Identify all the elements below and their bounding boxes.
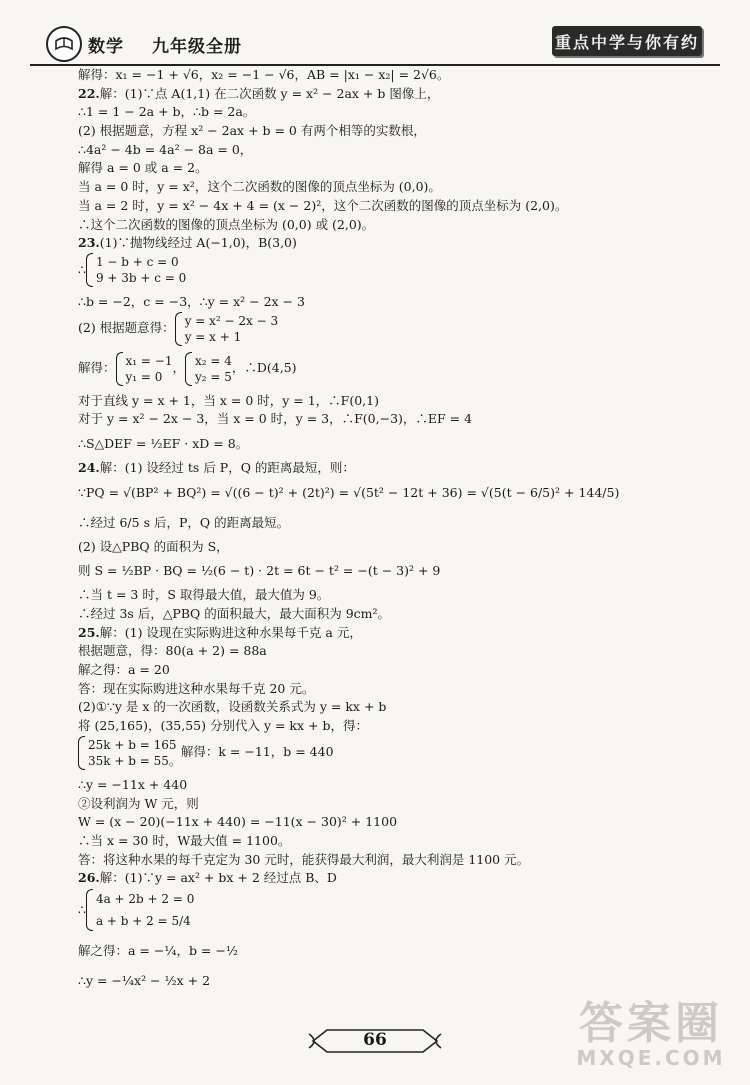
text-line: (2)①∵y 是 x 的一次函数，设函数关系式为 y = kx + b xyxy=(78,699,387,715)
text-line: ∴经过 3s 后，△PBQ 的面积最大，最大面积为 9cm²。 xyxy=(78,606,391,621)
text-span: 解：(1)∵点 A(1,1) 在二次函数 y = x² − 2ax + b 图像上， xyxy=(99,85,440,101)
text-line: 答：将这种水果的每千克定为 30 元时，能获得最大利润，最大利润是 1100 元。 xyxy=(78,851,530,867)
brace-icon xyxy=(78,736,85,770)
text-line: 对于直线 y = x + 1，当 x = 0 时，y = 1，∴F(0,1) xyxy=(78,392,379,408)
text-line: 根据题意，得：80(a + 2) = 88a xyxy=(78,643,267,659)
brace-icon xyxy=(175,312,182,346)
header-brand: 重点中学与你有约 xyxy=(552,26,702,56)
text-span: 解：(1) 设经过 ts 后 P，Q 的距离最短，则： xyxy=(99,459,355,475)
watermark-title: 答案圈 xyxy=(579,998,723,1049)
system-equation: y = x² − 2x − 3 xyxy=(184,313,279,328)
text-line: 对于 y = x² − 2x − 3，当 x = 0 时，y = 3，∴F(0,−3)，∴EF = 4 xyxy=(78,411,473,427)
text-line: ∴经过 6/5 s 后，P，Q 的距离最短。 xyxy=(78,514,290,530)
text-line: 当 a = 2 时，y = x² − 4x + 4 = (x − 2)²，这个二次函数的图像的顶点坐标为 (2,0)。 xyxy=(78,197,568,213)
text-line: ∴当 x = 30 时，W最大值 = 1100。 xyxy=(78,832,291,848)
question-22-line xyxy=(78,85,678,104)
text-line: ∴y = −11x + 440 xyxy=(78,776,188,792)
text-line: W = (x − 20)(−11x + 440) = −11(x − 30)² + 1100 xyxy=(78,814,398,830)
question-23-line xyxy=(78,234,678,253)
header-grade: 九年级全册 xyxy=(152,37,242,57)
brace-icon xyxy=(86,889,93,931)
text-line: ∴这个二次函数的图像的顶点坐标为 (0,0) 或 (2,0)。 xyxy=(78,216,375,232)
question-number: 22. xyxy=(78,85,100,101)
text-line: 将 (25,165)，(35,55) 分别代入 y = kx + b，得： xyxy=(78,718,368,734)
text-line: 解之得：a = −¼，b = −½ xyxy=(78,942,238,958)
text-span: ，∴D(4,5) xyxy=(231,360,297,376)
question-24-line xyxy=(78,459,678,478)
text-span: (2) 根据题意得： xyxy=(78,320,175,336)
system-equation: y₁ = 0 xyxy=(125,369,163,384)
therefore-symbol: ∴ xyxy=(78,261,86,277)
text-span: 解得：k = −11，b = 440 xyxy=(180,744,334,760)
header-subject: 数学 xyxy=(88,37,124,57)
text-line: ∴b = −2，c = −3，∴y = x² − 2x − 3 xyxy=(78,293,305,309)
text-line: 解得 a = 0 或 a = 2。 xyxy=(78,160,208,176)
watermark-url: MXQE.COM xyxy=(576,1046,726,1070)
system-equation: 9 + 3b + c = 0 xyxy=(95,270,187,285)
question-number: 25. xyxy=(78,624,100,640)
text-line: 则 S = ½BP · BQ = ½(6 − t) · 2t = 6t − t² = −(t − 3)² + 9 xyxy=(78,563,441,579)
question-number: 26. xyxy=(78,870,100,886)
text-line: ∴S△DEF = ½EF · xD = 8。 xyxy=(78,435,249,451)
system-equation: 25k + b = 165 xyxy=(88,737,177,752)
text-span: (1)∵抛物线经过 A(−1,0)，B(3,0) xyxy=(99,235,297,251)
text-line: 解之得：a = 20 xyxy=(78,662,170,678)
question-number: 23. xyxy=(78,235,100,251)
text-line: (2) 根据题意，方程 x² − 2ax + b = 0 有两个相等的实数根， xyxy=(78,123,426,139)
text-line: ∵PQ = √(BP² + BQ²) = √((6 − t)² + (2t)²) = √(5t² − 12t + 36) = √(5(t − 6/5)² + 144/5) xyxy=(78,484,620,500)
equation-system xyxy=(78,888,678,936)
text-span: ， xyxy=(172,360,185,376)
text-line: (2) 设△PBQ 的面积为 S， xyxy=(78,538,229,554)
question-number: 24. xyxy=(78,459,100,475)
text-line: ∴y = −¼x² − ½x + 2 xyxy=(78,972,211,988)
therefore-symbol: ∴ xyxy=(78,901,86,917)
text-line: ∴当 t = 3 时，S 取得最大值，最大值为 9。 xyxy=(78,587,330,603)
system-equation: 4a + 2b + 2 = 0 xyxy=(95,891,195,906)
equation-system xyxy=(78,352,678,392)
system-equation: a + b + 2 = 5/4 xyxy=(95,913,191,928)
system-equation: y = x + 1 xyxy=(184,329,242,344)
equation-system xyxy=(78,312,678,352)
system-equation: x₂ = 4 xyxy=(194,353,232,368)
book-logo-icon xyxy=(46,26,82,62)
text-span: 解得： xyxy=(78,360,116,376)
page-header xyxy=(30,22,720,66)
page-number: 66 xyxy=(363,1030,387,1050)
system-equation: x₁ = −1 xyxy=(125,353,173,368)
equation-system xyxy=(78,253,678,293)
page-footer xyxy=(305,1022,445,1060)
text-line: ∴1 = 1 − 2a + b，∴b = 2a。 xyxy=(78,104,256,120)
brace-icon xyxy=(116,352,123,386)
text-line: ∴4a² − 4b = 4a² − 8a = 0， xyxy=(78,141,253,157)
text-line: 当 a = 0 时，y = x²，这个二次函数的图像的顶点坐标为 (0,0)。 xyxy=(78,179,441,195)
text-line: 解得：x₁ = −1 + √6，x₂ = −1 − √6，AB = |x₁ − x₂| = 2√6。 xyxy=(78,67,450,82)
text-span: 解：(1) 设现在实际购进这种水果每千克 a 元， xyxy=(99,624,362,640)
watermark xyxy=(566,998,736,1071)
text-span: 解：(1)∵y = ax² + bx + 2 经过点 B、D xyxy=(99,870,337,886)
brace-icon xyxy=(185,352,192,386)
text-line: ②设利润为 W 元，则 xyxy=(78,795,199,811)
system-equation: 1 − b + c = 0 xyxy=(95,254,179,269)
question-25-line xyxy=(78,624,678,643)
text-line: 答：现在实际购进这种水果每千克 20 元。 xyxy=(78,680,315,696)
system-equation: 35k + b = 55。 xyxy=(88,753,181,768)
brace-icon xyxy=(86,253,93,287)
system-equation: y₂ = 5 xyxy=(194,369,232,384)
question-26-line xyxy=(78,869,678,888)
answer-content xyxy=(78,66,678,996)
equation-system xyxy=(78,736,678,776)
